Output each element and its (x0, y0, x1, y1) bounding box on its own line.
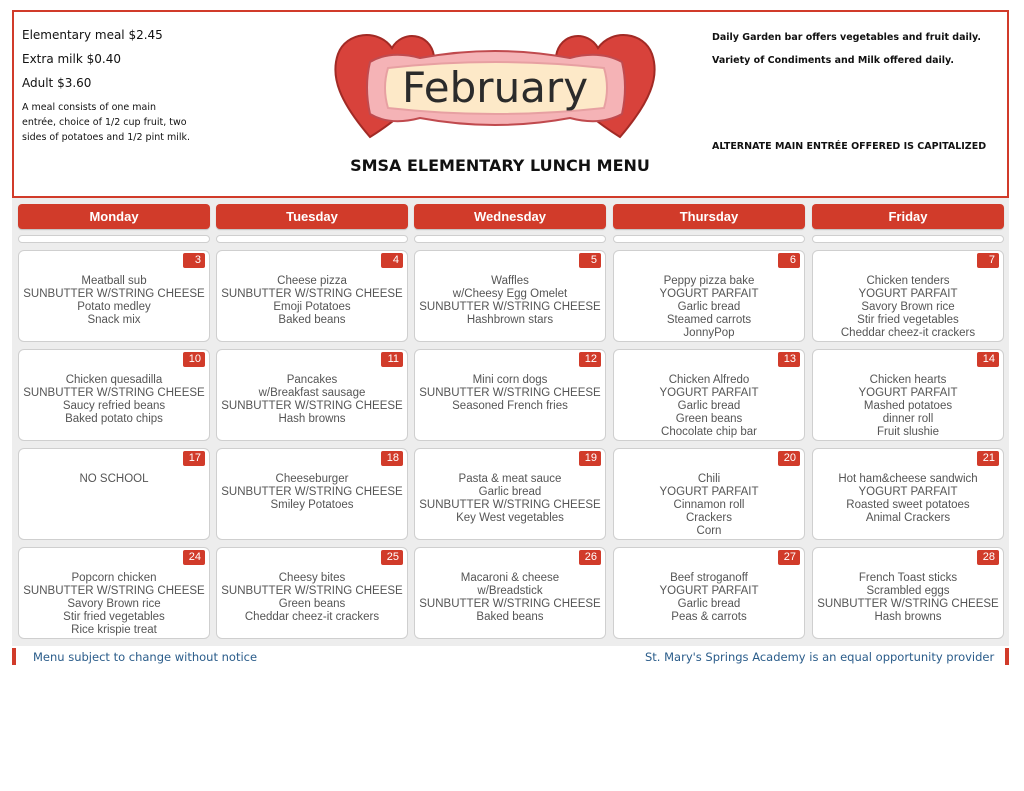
day-cell (414, 349, 606, 441)
menu-items (415, 473, 605, 525)
menu-item: Hash browns (278, 413, 346, 425)
day-cell (414, 250, 606, 342)
day-cell (812, 547, 1004, 639)
menu-item: French Toast sticks (858, 572, 958, 584)
menu-items (813, 275, 1003, 340)
menu-item: Chicken hearts (869, 374, 947, 386)
date-badge: 11 (381, 352, 403, 367)
menu-item: YOGURT PARFAIT (858, 387, 958, 399)
day-cell (613, 250, 805, 342)
menu-item: Savory Brown rice (861, 301, 955, 313)
day-cell (812, 250, 1004, 342)
date-badge: 21 (977, 451, 999, 466)
menu-item: Peppy pizza bake (663, 275, 755, 287)
menu-item: JonnyPop (683, 327, 735, 339)
date-badge: 28 (977, 550, 999, 565)
menu-item: Stir fried vegetables (857, 314, 959, 326)
menu-item: SUNBUTTER W/STRING CHEESE (221, 400, 403, 412)
menu-item: Chicken tenders (866, 275, 950, 287)
menu-item: Smiley Potatoes (270, 499, 354, 511)
day-cell (613, 547, 805, 639)
price-line: Elementary meal $2.45 (22, 28, 163, 42)
menu-items (217, 473, 407, 512)
menu-item: Animal Crackers (865, 512, 951, 524)
menu-item: Green beans (278, 598, 346, 610)
menu-item: Emoji Potatoes (273, 301, 351, 313)
menu-item: Savory Brown rice (67, 598, 161, 610)
menu-item: Garlic bread (478, 486, 542, 498)
date-badge: 12 (579, 352, 601, 367)
day-header-monday: Monday (18, 204, 210, 229)
menu-item: Key West vegetables (456, 512, 564, 524)
date-badge: 4 (381, 253, 403, 268)
menu-items (813, 473, 1003, 525)
menu-items (813, 572, 1003, 624)
menu-item: Roasted sweet potatoes (846, 499, 970, 511)
menu-item: YOGURT PARFAIT (659, 585, 759, 597)
day-header-thursday: Thursday (613, 204, 805, 229)
menu-item: Green beans (675, 413, 743, 425)
date-badge: 20 (778, 451, 800, 466)
menu-item: Chicken quesadilla (65, 374, 163, 386)
menu-item: Baked beans (476, 611, 544, 623)
menu-item: Snack mix (87, 314, 141, 326)
menu-item: Cheese pizza (277, 275, 347, 287)
day-cell (216, 448, 408, 540)
date-badge: 26 (579, 550, 601, 565)
menu-item: Stir fried vegetables (63, 611, 165, 623)
daily-info (712, 32, 981, 78)
menu-items (614, 572, 804, 624)
menu-item: Cheddar cheez-it crackers (840, 327, 976, 339)
date-badge: 13 (778, 352, 800, 367)
day-cell (812, 349, 1004, 441)
price-line: Adult $3.60 (22, 76, 92, 90)
menu-item: Hot ham&cheese sandwich (838, 473, 978, 485)
menu-item: Baked beans (278, 314, 346, 326)
price-line: Extra milk $0.40 (22, 52, 121, 66)
menu-item: SUNBUTTER W/STRING CHEESE (221, 486, 403, 498)
menu-items (614, 374, 804, 439)
date-badge: 7 (977, 253, 999, 268)
menu-items (217, 374, 407, 426)
day-cell (812, 448, 1004, 540)
menu-item: SUNBUTTER W/STRING CHEESE (23, 387, 205, 399)
menu-item: Popcorn chicken (71, 572, 157, 584)
menu-items (614, 275, 804, 340)
day-cell (216, 250, 408, 342)
menu-items (415, 275, 605, 327)
footer-bar (1005, 648, 1009, 665)
day-header-wednesday: Wednesday (414, 204, 606, 229)
date-badge: 25 (381, 550, 403, 565)
menu-item: Fruit slushie (877, 426, 939, 438)
menu-item: Seasoned French fries (452, 400, 568, 412)
page-title: SMSA ELEMENTARY LUNCH MENU (350, 156, 650, 175)
menu-item: Cheddar cheez-it crackers (244, 611, 380, 623)
menu-item: YOGURT PARFAIT (858, 288, 958, 300)
date-badge: 18 (381, 451, 403, 466)
menu-items (813, 374, 1003, 439)
menu-item: SUNBUTTER W/STRING CHEESE (23, 585, 205, 597)
menu-item: SUNBUTTER W/STRING CHEESE (221, 288, 403, 300)
menu-item: w/Breakfast sausage (258, 387, 366, 399)
menu-item: YOGURT PARFAIT (659, 387, 759, 399)
menu-item: SUNBUTTER W/STRING CHEESE (817, 598, 999, 610)
footer-provider: St. Mary's Springs Academy is an equal opportunity provider (645, 650, 995, 664)
day-cell (216, 349, 408, 441)
day-header-tuesday: Tuesday (216, 204, 408, 229)
menu-items (415, 374, 605, 413)
date-badge: 19 (579, 451, 601, 466)
menu-items (19, 473, 209, 486)
menu-items (19, 572, 209, 637)
price-info (22, 28, 192, 145)
menu-item: NO SCHOOL (79, 473, 149, 485)
footer-bar (12, 648, 16, 665)
menu-item: Crackers (685, 512, 732, 524)
day-cell (613, 448, 805, 540)
menu-item: YOGURT PARFAIT (659, 486, 759, 498)
menu-item: Garlic bread (677, 598, 741, 610)
menu-item: YOGURT PARFAIT (659, 288, 759, 300)
menu-item: Cheesy bites (278, 572, 346, 584)
menu-item: Chicken Alfredo (668, 374, 750, 386)
menu-items (217, 572, 407, 624)
alternate-note: ALTERNATE MAIN ENTRÉE OFFERED IS CAPITALIZED (712, 141, 987, 152)
day-cell (414, 547, 606, 639)
menu-item: SUNBUTTER W/STRING CHEESE (419, 387, 601, 399)
header-strip (216, 235, 408, 243)
day-cell (216, 547, 408, 639)
menu-item: SUNBUTTER W/STRING CHEESE (419, 499, 601, 511)
header-strip (613, 235, 805, 243)
date-badge: 5 (579, 253, 601, 268)
menu-item: Pancakes (286, 374, 338, 386)
menu-item: Scrambled eggs (866, 585, 950, 597)
menu-items (19, 275, 209, 327)
date-badge: 24 (183, 550, 205, 565)
menu-item: Chili (697, 473, 721, 485)
info-line: Daily Garden bar offers vegetables and fruit daily. (712, 32, 981, 43)
info-line: Variety of Condiments and Milk offered daily. (712, 55, 954, 66)
menu-item: dinner roll (882, 413, 934, 425)
date-badge: 3 (183, 253, 205, 268)
header-strip (812, 235, 1004, 243)
menu-item: Corn (696, 525, 722, 537)
menu-item: Pasta & meat sauce (458, 473, 562, 485)
menu-item: YOGURT PARFAIT (858, 486, 958, 498)
menu-item: SUNBUTTER W/STRING CHEESE (419, 301, 601, 313)
menu-item: Macaroni & cheese (460, 572, 560, 584)
menu-item: Baked potato chips (65, 413, 163, 425)
day-cell (613, 349, 805, 441)
day-header-friday: Friday (812, 204, 1004, 229)
menu-item: Hash browns (874, 611, 942, 623)
menu-item: Mini corn dogs (472, 374, 548, 386)
menu-item: Chocolate chip bar (661, 426, 757, 438)
date-badge: 17 (183, 451, 205, 466)
day-cell (18, 250, 210, 342)
menu-item: Rice krispie treat (71, 624, 157, 636)
menu-item: Waffles (491, 275, 529, 287)
menu-items (415, 572, 605, 624)
menu-item: w/Breadstick (477, 585, 543, 597)
meal-note: A meal consists of one main entrée, choice of 1/2 cup fruit, two sides of potatoes and 1/2 pint milk. (22, 102, 191, 143)
menu-item: Meatball sub (81, 275, 147, 287)
menu-item: Garlic bread (677, 400, 741, 412)
menu-item: Steamed carrots (666, 314, 752, 326)
menu-items (19, 374, 209, 426)
menu-item: Potato medley (77, 301, 151, 313)
menu-item: Cinnamon roll (673, 499, 745, 511)
menu-item: Beef stroganoff (670, 572, 748, 584)
day-cell (414, 448, 606, 540)
date-badge: 27 (778, 550, 800, 565)
date-badge: 6 (778, 253, 800, 268)
date-badge: 10 (183, 352, 205, 367)
day-cell (18, 547, 210, 639)
header-strip (18, 235, 210, 243)
menu-item: w/Cheesy Egg Omelet (452, 288, 568, 300)
menu-item: SUNBUTTER W/STRING CHEESE (221, 585, 403, 597)
february-banner (330, 22, 660, 147)
day-cell (18, 448, 210, 540)
menu-item: Cheeseburger (275, 473, 349, 485)
menu-items (614, 473, 804, 538)
menu-item: Hashbrown stars (466, 314, 554, 326)
day-cell (18, 349, 210, 441)
menu-item: Saucy refried beans (62, 400, 166, 412)
footer-disclaimer: Menu subject to change without notice (33, 650, 258, 664)
menu-item: SUNBUTTER W/STRING CHEESE (419, 598, 601, 610)
month-title: February (401, 63, 589, 112)
date-badge: 14 (977, 352, 999, 367)
menu-item: SUNBUTTER W/STRING CHEESE (23, 288, 205, 300)
header-strip (414, 235, 606, 243)
menu-item: Garlic bread (677, 301, 741, 313)
menu-items (217, 275, 407, 327)
menu-item: Mashed potatoes (863, 400, 953, 412)
menu-item: Peas & carrots (671, 611, 747, 623)
